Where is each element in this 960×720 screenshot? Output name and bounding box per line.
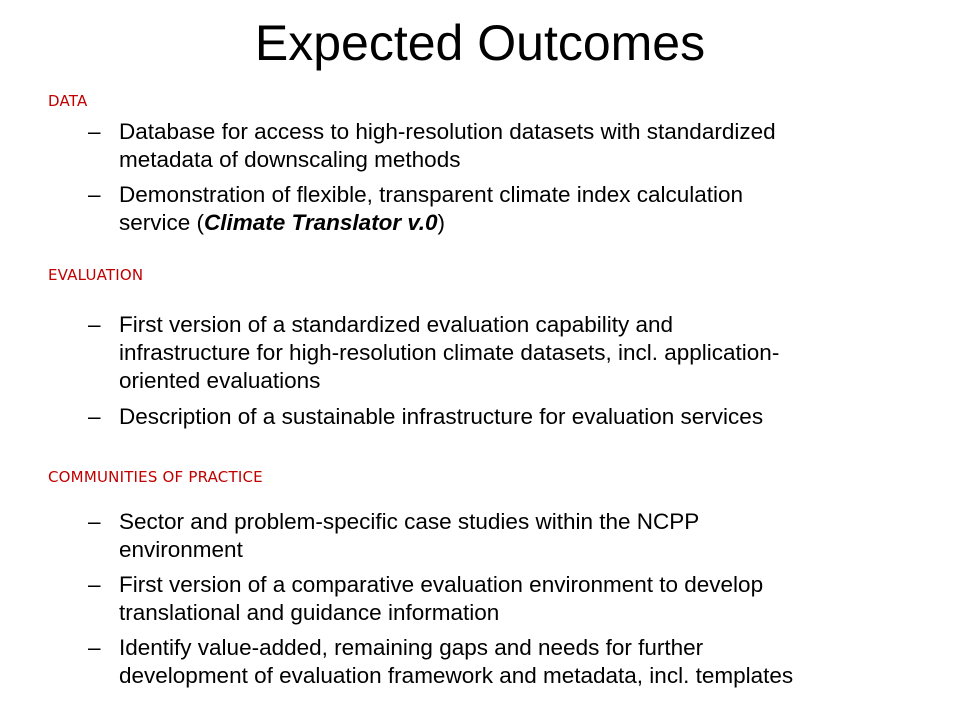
bullet-line: First version of a standardized evaluation capability and	[119, 312, 674, 337]
bullet-comparative-environment	[88, 571, 928, 627]
bullet-dash: –	[88, 404, 101, 429]
bullet-line: Database for access to high-resolution datasets with standardized	[119, 119, 776, 144]
bullet-line: development of evaluation framework and metadata, incl. templates	[119, 663, 794, 688]
bullet-line: translational and guidance information	[119, 600, 500, 625]
bullet-line: First version of a comparative evaluation environment to develop	[119, 572, 764, 597]
bullet-line: Sector and problem-specific case studies within the NCPP	[119, 509, 700, 534]
bullet-text	[119, 571, 928, 627]
bullet-database-access	[88, 118, 928, 174]
bullet-line: Description of a sustainable infrastructure for evaluation services	[119, 404, 764, 429]
bullet-text	[119, 508, 928, 564]
section-label-communities: COMMUNITIES OF PRACTICE	[48, 468, 263, 486]
bullet-dash: –	[88, 119, 101, 144]
bullet-dash: –	[88, 572, 101, 597]
slide-title: Expected Outcomes	[254, 15, 706, 71]
bullet-climate-index-demo	[88, 181, 928, 237]
bullet-sustainable-infrastructure	[88, 403, 928, 431]
bullet-text	[119, 118, 928, 174]
bullet-line: metadata of downscaling methods	[119, 147, 461, 172]
bullet-text	[119, 634, 928, 690]
paren-open: (	[196, 210, 205, 235]
bullet-text	[119, 311, 928, 395]
section-label-evaluation: EVALUATION	[48, 266, 144, 284]
paren-close: )	[437, 210, 445, 235]
bullet-text	[119, 403, 928, 431]
bullet-line: environment	[119, 537, 243, 562]
bullet-dash: –	[88, 312, 101, 337]
bullet-line: Demonstration of flexible, transparent climate index calculation	[119, 182, 744, 207]
bullet-line-prefix: service	[119, 210, 197, 235]
bullet-dash: –	[88, 635, 101, 660]
bullet-dash: –	[88, 182, 101, 207]
bullet-dash: –	[88, 509, 101, 534]
bullet-case-studies	[88, 508, 928, 564]
bullet-line: Identify value-added, remaining gaps and needs for further	[119, 635, 704, 660]
bullet-evaluation-capability	[88, 311, 928, 395]
bullet-line	[119, 209, 928, 237]
section-label-data: DATA	[48, 92, 88, 110]
bullet-value-added-gaps	[88, 634, 928, 690]
climate-translator-emphasis: Climate Translator v.0	[204, 210, 438, 235]
bullet-line: oriented evaluations	[119, 368, 321, 393]
bullet-line: infrastructure for high-resolution climate datasets, incl. application-	[119, 340, 780, 365]
bullet-text	[119, 181, 928, 237]
